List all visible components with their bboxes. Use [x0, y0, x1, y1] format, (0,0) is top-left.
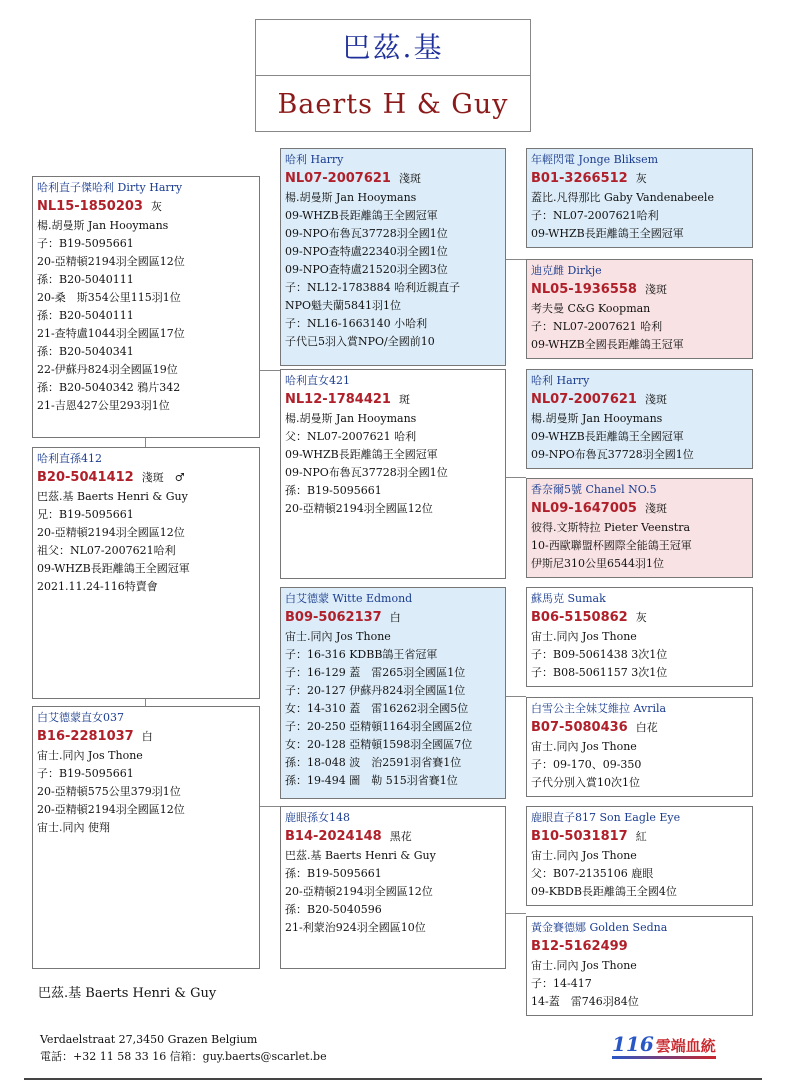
pedigree-card-gen3-5 [526, 587, 753, 687]
pigeon-name: 黃金賽德娜 Golden Sedna [531, 921, 668, 934]
color-label: 淺斑 ♂ [141, 471, 185, 484]
pigeon-name: 鹿眼直子817 Son Eagle Eye [531, 811, 681, 824]
detail-line: 09-NPO布魯瓦37728羽全國1位 [285, 466, 448, 479]
pigeon-name: 迪克雌 Dirkje [531, 264, 602, 277]
detail-line: 20-亞精頓2194羽全國區12位 [37, 526, 185, 539]
detail-line: 兄：B19-5095661 [37, 508, 134, 521]
detail-line: 09-WHZB長距離鴿王全國冠軍 [531, 227, 684, 240]
detail-line: 子：B19-5095661 [37, 767, 134, 780]
pedigree-card-gen3-3 [526, 369, 753, 469]
detail-line: 10-西歐聯盟杯國際全能鴿王冠軍 [531, 539, 692, 552]
connector-line [145, 437, 146, 447]
detail-line: 楊.胡曼斯 Jan Hooymans [285, 412, 417, 425]
detail-line: 09-KBDB長距離鴿王全國4位 [531, 885, 677, 898]
ring-number: B14-2024148 [285, 829, 382, 844]
color-label: 灰 [635, 172, 647, 185]
color-label: 白 [389, 611, 401, 624]
detail-line: 09-WHZB長距離鴿王全國冠軍 [285, 209, 438, 222]
detail-line: 子：NL07-2007621哈利 [531, 209, 659, 222]
detail-line: 孫：B20-5040111 [37, 309, 134, 322]
detail-line: 21-查特盧1044羽全國區17位 [37, 327, 185, 340]
color-label: 紅 [635, 830, 647, 843]
connector-line [145, 698, 146, 706]
detail-line: 子：20-127 伊蘇丹824羽全國區1位 [285, 684, 466, 697]
detail-line: 子代已5羽入賞NPO/全國前10 [285, 335, 435, 348]
detail-line: 21-吉恩427公里293羽1位 [37, 399, 170, 412]
detail-line: 09-WHZB長距離鴿王全國冠軍 [531, 430, 684, 443]
color-label: 白花 [635, 721, 658, 734]
color-label: 淺斑 [644, 502, 667, 515]
detail-line: 20-亞精頓575公里379羽1位 [37, 785, 181, 798]
logo-underline [612, 1056, 716, 1059]
logo-text: 雲端血統 [655, 1037, 716, 1055]
detail-line: 巴茲.基 Baerts Henri & Guy [37, 490, 188, 503]
detail-line: 子：B09-5061438 3次1位 [531, 648, 668, 661]
pigeon-name: 白艾德蒙直女037 [37, 711, 124, 724]
pigeon-name: 年輕閃電 Jonge Bliksem [531, 153, 659, 166]
ring-number: B06-5150862 [531, 610, 628, 625]
ring-number: B01-3266512 [531, 171, 628, 186]
color-label: 淺斑 [644, 393, 667, 406]
detail-line: 14-蓋 雷746羽84位 [531, 995, 639, 1008]
detail-line: 09-NPO布魯瓦37728羽全國1位 [531, 448, 694, 461]
detail-line: 20-亞精頓2194羽全國區12位 [37, 255, 185, 268]
detail-line: 子：20-250 亞精頓1164羽全國區2位 [285, 720, 473, 733]
detail-line: 宙士.同內 Jos Thone [37, 749, 143, 762]
contact-info: 電話：+32 11 58 33 16 信箱：guy.baerts@scarlet.be [40, 1050, 327, 1063]
ring-number: NL12-1784421 [285, 392, 391, 407]
pedigree-card-sire [32, 176, 260, 438]
color-label: 白 [141, 730, 153, 743]
pedigree-card-gen2-1 [280, 148, 506, 366]
detail-line: 孫：18-048 波 治2591羽省賽1位 [285, 756, 462, 769]
pigeon-name: 哈利直女421 [285, 374, 350, 387]
address: Verdaelstraat 27,3450 Grazen Belgium [40, 1033, 258, 1046]
title-english: Baerts H & Guy [277, 89, 509, 120]
pedigree-card-gen2-2 [280, 369, 506, 579]
connector-line [505, 259, 526, 260]
color-label: 灰 [150, 200, 162, 213]
detail-line: 楊.胡曼斯 Jan Hooymans [285, 191, 417, 204]
pedigree-card-gen2-4 [280, 806, 506, 969]
pedigree-card-gen3-1 [526, 148, 753, 248]
color-label: 淺斑 [644, 283, 667, 296]
detail-line: 巴茲.基 Baerts Henri & Guy [285, 849, 436, 862]
pedigree-card-gen3-7 [526, 806, 753, 906]
detail-line: 子：B08-5061157 3次1位 [531, 666, 668, 679]
detail-line: 彼得.文斯特拉 Pieter Veenstra [531, 521, 691, 534]
detail-line: 女：20-128 亞精頓1598羽全國區7位 [285, 738, 473, 751]
ring-number: B09-5062137 [285, 610, 382, 625]
detail-line: 楊.胡曼斯 Jan Hooymans [37, 219, 169, 232]
detail-line: 父：NL07-2007621 哈利 [285, 430, 417, 443]
connector-line [505, 913, 526, 914]
pigeon-name: 鹿眼孫女148 [285, 811, 350, 824]
color-label: 淺斑 [398, 172, 421, 185]
detail-line: 09-NPO布魯瓦37728羽全國1位 [285, 227, 448, 240]
detail-line: 子：16-129 蓋 雷265羽全國區1位 [285, 666, 466, 679]
detail-line: 孫：B20-5040341 [37, 345, 134, 358]
detail-line: 子：09-170、09-350 [531, 758, 642, 771]
detail-line: 楊.胡曼斯 Jan Hooymans [531, 412, 663, 425]
detail-line: 宙士.同內 Jos Thone [531, 959, 637, 972]
ring-number: B16-2281037 [37, 729, 134, 744]
pigeon-name: 哈利直子傑哈利 Dirty Harry [37, 181, 183, 194]
ring-number: NL05-1936558 [531, 282, 637, 297]
title-chinese: 巴茲.基 [256, 20, 530, 76]
pigeon-name: 白雪公主全妹艾維拉 Avrila [531, 702, 667, 715]
detail-line: 子：NL12-1783884 哈利近親直子 [285, 281, 461, 294]
detail-line: 子代分別入賞10次1位 [531, 776, 640, 789]
detail-line: 20-亞精頓2194羽全國區12位 [285, 885, 433, 898]
pedigree-card-dam [32, 706, 260, 969]
detail-line: 22-伊蘇丹824羽全國區19位 [37, 363, 178, 376]
color-label: 斑 [398, 393, 410, 406]
detail-line: 女：14-310 蓋 雷16262羽全國5位 [285, 702, 469, 715]
color-label: 灰 [635, 611, 647, 624]
detail-line: 孫：B19-5095661 [285, 484, 382, 497]
title-box [255, 19, 531, 132]
detail-line: 祖父：NL07-2007621哈利 [37, 544, 176, 557]
detail-line: 子：B19-5095661 [37, 237, 134, 250]
detail-line: 孫：B19-5095661 [285, 867, 382, 880]
detail-line: 20-亞精頓2194羽全國區12位 [37, 803, 185, 816]
color-label: 黑花 [389, 830, 412, 843]
detail-line: 20-桑 斯354公里115羽1位 [37, 291, 181, 304]
detail-line: 孫：B20-5040342 鴉片342 [37, 381, 181, 394]
pedigree-card-gen3-4 [526, 478, 753, 578]
detail-line: 孫：19-494 圖 勒 515羽省賽1位 [285, 774, 458, 787]
pigeon-name: 香奈爾5號 Chanel NO.5 [531, 483, 657, 496]
ring-number: NL15-1850203 [37, 199, 143, 214]
pedigree-card-gen3-2 [526, 259, 753, 359]
detail-line: 09-NPO查特盧22340羽全國1位 [285, 245, 448, 258]
owner-name: 巴茲.基 Baerts Henri & Guy [38, 986, 217, 1001]
detail-line: 蓋比.凡得那比 Gaby Vandenabeele [531, 191, 714, 204]
detail-line: 09-NPO查特盧21520羽全國3位 [285, 263, 448, 276]
connector-line [259, 806, 280, 807]
pigeon-name: 哈利直孫412 [37, 452, 102, 465]
detail-line: 孫：B20-5040111 [37, 273, 134, 286]
detail-line: 父：B07-2135106 鹿眼 [531, 867, 654, 880]
ring-number: B20-5041412 [37, 470, 134, 485]
detail-line: 宙士.同內 Jos Thone [531, 740, 637, 753]
detail-line: 宙士.同內 Jos Thone [531, 849, 637, 862]
detail-line: 孫：B20-5040596 [285, 903, 382, 916]
ring-number: B07-5080436 [531, 720, 628, 735]
pedigree-card-gen3-8 [526, 916, 753, 1016]
detail-line: 09-WHZB全國長距離鴿王冠軍 [531, 338, 684, 351]
pigeon-name: 白艾德蒙 Witte Edmond [285, 592, 413, 605]
ring-number: B12-5162499 [531, 939, 628, 954]
detail-line: 子：16-316 KDBB鴿王省冠軍 [285, 648, 438, 661]
detail-line: 伊斯尼310公里6544羽1位 [531, 557, 664, 570]
connector-line [505, 477, 526, 478]
detail-line: 21-利蒙治924羽全國區10位 [285, 921, 426, 934]
detail-line: 宙士.同內 Jos Thone [531, 630, 637, 643]
detail-line: 子：14-417 [531, 977, 592, 990]
ring-number: NL07-2007621 [531, 392, 637, 407]
ring-number: B10-5031817 [531, 829, 628, 844]
pedigree-card-gen2-3 [280, 587, 506, 799]
detail-line: NPO魁夫蘭5841羽1位 [285, 299, 402, 312]
footer-address-block [40, 1031, 327, 1065]
detail-line: 宙士.同內 Jos Thone [285, 630, 391, 643]
detail-line: 子：NL07-2007621 哈利 [531, 320, 663, 333]
footer-divider [24, 1078, 762, 1080]
pigeon-name: 哈利 Harry [531, 374, 590, 387]
detail-line: 考夫曼 C&G Koopman [531, 302, 651, 315]
connector-line [259, 370, 280, 371]
ring-number: NL07-2007621 [285, 171, 391, 186]
logo-number: 116 [612, 1032, 654, 1056]
detail-line: 宙士.同內 使翔 [37, 821, 110, 834]
detail-line: 2021.11.24-116特賣會 [37, 580, 158, 593]
detail-line: 子：NL16-1663140 小哈利 [285, 317, 428, 330]
pedigree-card-subject [32, 447, 260, 699]
brand-logo [612, 1032, 716, 1056]
pigeon-name: 哈利 Harry [285, 153, 344, 166]
ring-number: NL09-1647005 [531, 501, 637, 516]
pigeon-name: 蘇馬克 Sumak [531, 592, 606, 605]
detail-line: 09-WHZB長距離鴿王全國冠軍 [37, 562, 190, 575]
detail-line: 09-WHZB長距離鴿王全國冠軍 [285, 448, 438, 461]
pedigree-card-gen3-6 [526, 697, 753, 797]
detail-line: 20-亞精頓2194羽全國區12位 [285, 502, 433, 515]
connector-line [505, 696, 526, 697]
